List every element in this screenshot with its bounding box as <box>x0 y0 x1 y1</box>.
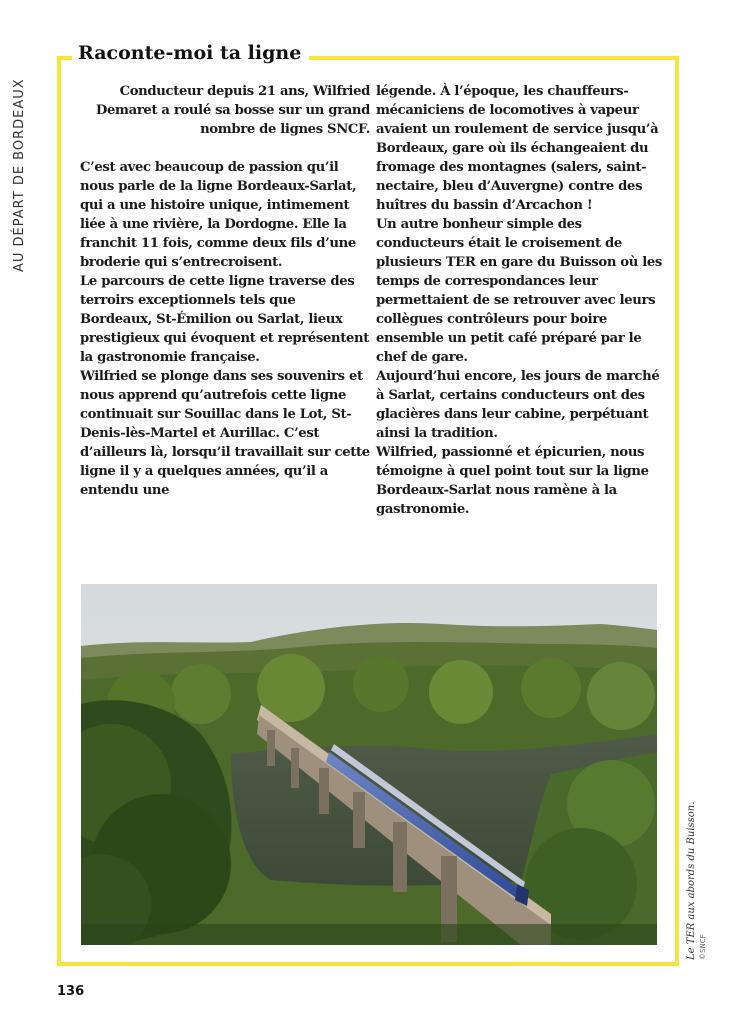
paragraph: Wilfried se plonge dans ses souvenirs et nous apprend qu’autrefois cette ligne continuait sur Souillac dans le Lot, St-Denis-lès-Martel et Aurillac. C’est d’ailleurs là, lorsqu’il travaillait sur cette ligne il y a quelques années, qu’il a entendu une <box>80 369 370 498</box>
paragraph: légende. À l’époque, les chauffeurs-mécaniciens de locomotives à vapeur avaient un roulement de service jusqu’à Bordeaux, gare où ils échangeaient du fromage des montagnes (salers, saint-nectaire, bleu d’Auvergne) contre des huîtres du bassin d’Arcachon ! <box>376 84 659 213</box>
paragraph: Le parcours de cette ligne traverse des terroirs exceptionnels tels que Bordeaux, St-Émilion ou Sarlat, lieux prestigieux qui évoquent et représentent la gastronomie française. <box>80 274 370 365</box>
caption-text: Le TER aux abords du Buisson. <box>686 801 697 960</box>
page-number: 136 <box>57 984 85 999</box>
paragraph: Aujourd’hui encore, les jours de marché à Sarlat, certains conducteurs ont des glacières dans leur cabine, perpétuant ainsi la tradition. <box>376 369 660 441</box>
article-title: Raconte-moi ta ligne <box>72 42 309 64</box>
text-column-right <box>376 82 666 519</box>
photo-caption <box>686 790 716 960</box>
photo-credit: ©SNCF <box>699 934 707 960</box>
paragraph: C’est avec beaucoup de passion qu’il nous parle de la ligne Bordeaux-Sarlat, qui a une histoire unique, intimement liée à une rivière, la Dordogne. Elle la franchit 11 fois, comme deux fils d’une broderie qui s’entrecroisent. <box>80 160 357 270</box>
paragraph: Wilfried, passionné et épicurien, nous témoigne à quel point tout sur la ligne Bordeaux-Sarlat nous ramène à la gastronomie. <box>376 445 649 517</box>
train-viaduct-photo <box>81 584 657 945</box>
lead-paragraph: Conducteur depuis 21 ans, Wilfried Demaret a roulé sa bosse sur un grand nombre de lignes SNCF. <box>95 84 370 137</box>
section-label: AU DÉPART DE BORDEAUX <box>12 78 27 272</box>
text-column-left <box>80 82 370 500</box>
paragraph: Un autre bonheur simple des conducteurs était le croisement de plusieurs TER en gare du Buisson où les temps de correspondances leur permettaient de se retrouver avec leurs collègues contrôleurs pour boire ensemble un petit café préparé par le chef de gare. <box>376 217 662 365</box>
